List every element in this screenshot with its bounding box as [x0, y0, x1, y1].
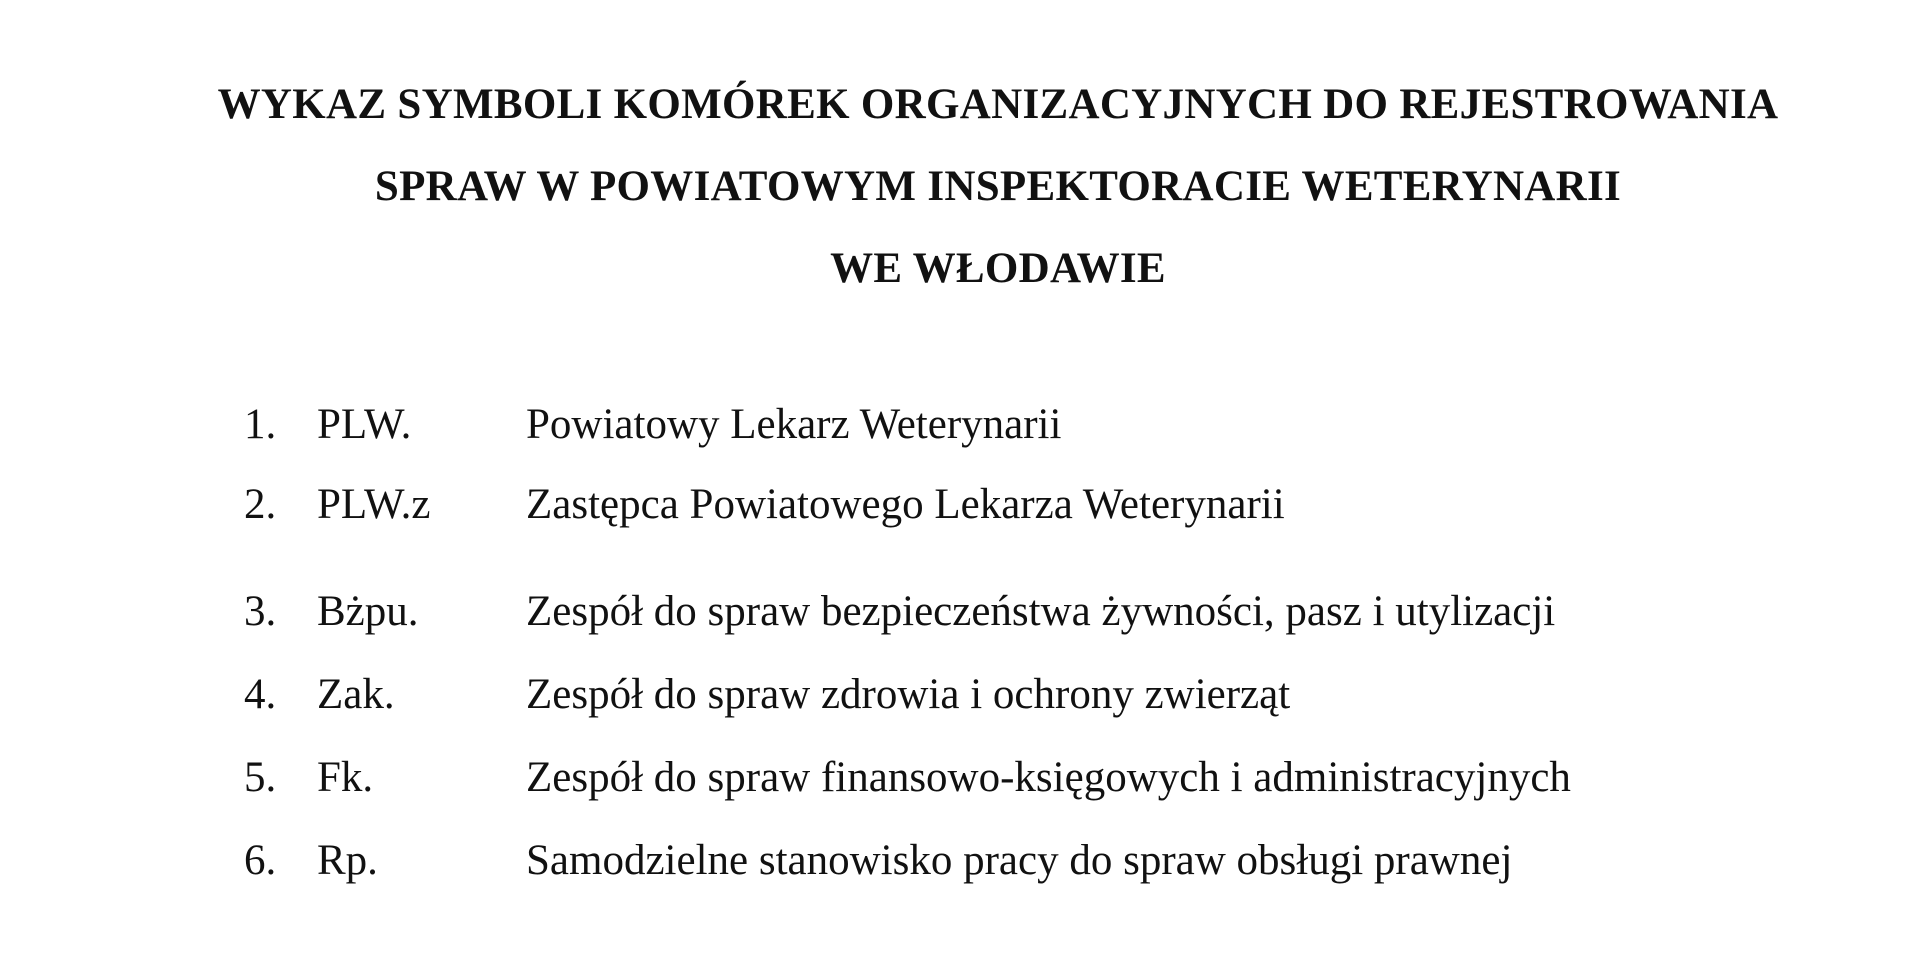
item-description: Zastępca Powiatowego Lekarza Weterynarii — [526, 481, 1285, 528]
title-line: WYKAZ SYMBOLI KOMÓREK ORGANIZACYJNYCH DO REJESTROWANIA — [217, 81, 1779, 128]
item-symbol: PLW. — [317, 401, 412, 448]
list-item — [0, 665, 1920, 725]
list-item — [0, 582, 1920, 642]
item-number: 5. — [244, 754, 277, 801]
item-symbol: Rp. — [317, 837, 378, 884]
list-item — [0, 475, 1920, 535]
list-item — [0, 395, 1920, 455]
item-symbol: Fk. — [317, 754, 374, 801]
item-description: Powiatowy Lekarz Weterynarii — [526, 401, 1062, 448]
item-number: 6. — [244, 837, 277, 884]
item-symbol: Zak. — [317, 671, 395, 718]
list-item — [0, 831, 1920, 891]
item-number: 2. — [244, 481, 277, 528]
item-number: 4. — [244, 671, 277, 718]
item-description: Zespół do spraw finansowo-księgowych i administracyjnych — [526, 754, 1571, 801]
item-number: 3. — [244, 588, 277, 635]
item-symbol: Bżpu. — [317, 588, 419, 635]
item-description: Samodzielne stanowisko pracy do spraw obsługi prawnej — [526, 837, 1513, 884]
list-item — [0, 748, 1920, 808]
document-title — [0, 64, 1920, 310]
item-description: Zespół do spraw bezpieczeństwa żywności, pasz i utylizacji — [526, 588, 1556, 635]
title-line: WE WŁODAWIE — [830, 245, 1166, 292]
title-line: SPRAW W POWIATOWYM INSPEKTORACIE WETERYNARII — [374, 163, 1622, 210]
item-number: 1. — [244, 401, 277, 448]
item-description: Zespół do spraw zdrowia i ochrony zwierząt — [526, 671, 1291, 718]
item-symbol: PLW.z — [317, 481, 431, 528]
